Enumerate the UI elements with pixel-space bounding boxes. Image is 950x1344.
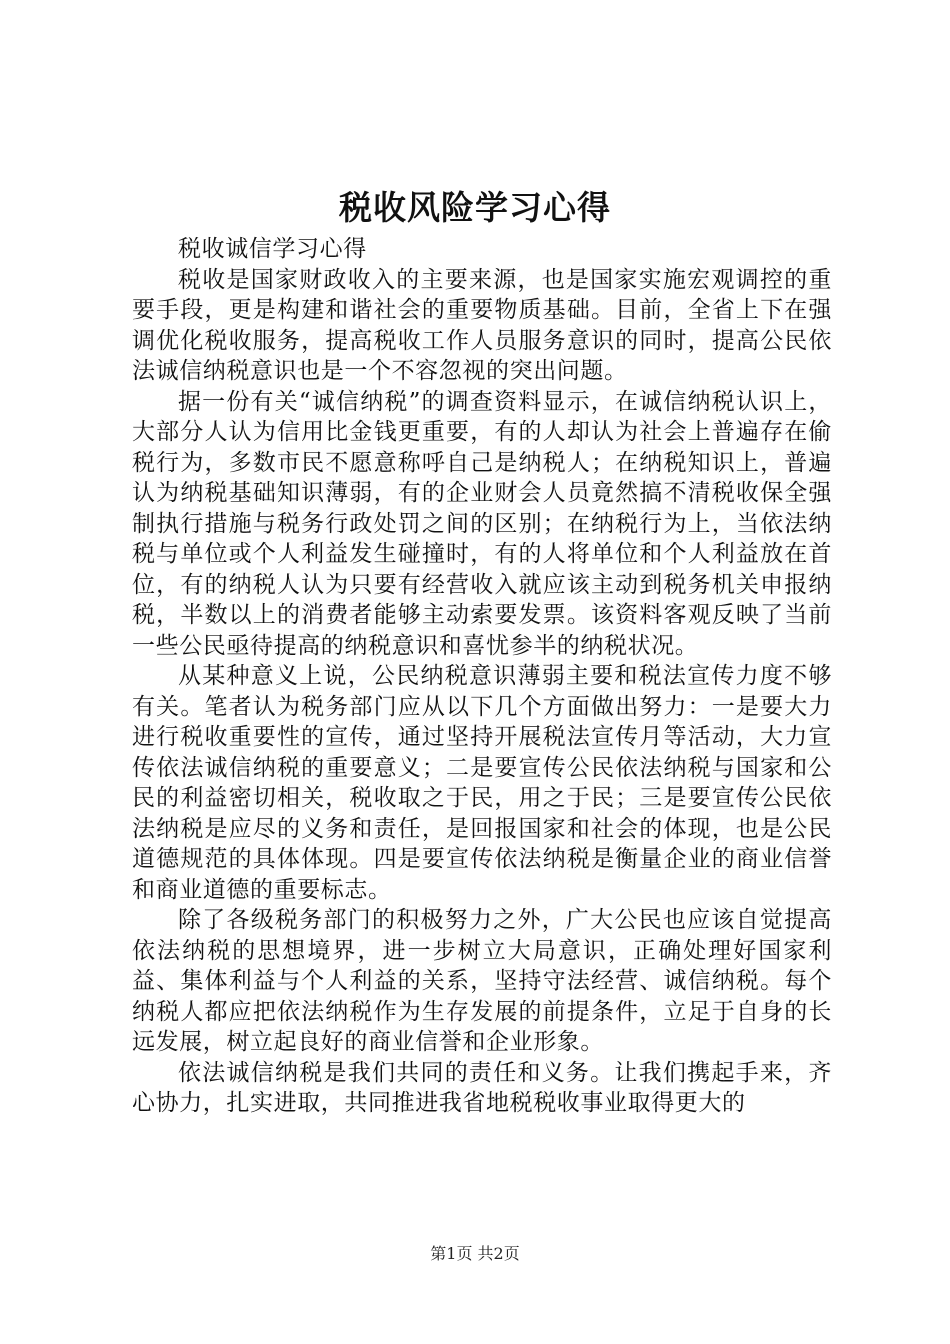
paragraph-1: 税收是国家财政收入的主要来源，也是国家实施宏观调控的重要手段，更是构建和谐社会的重要物质基础。目前，全省上下在强调优化税收服务，提高税收工作人员服务意识的同时，提高公民依法诚信纳税意识也是一个不容忽视的突出问题。 [132,266,832,384]
paragraph-subtitle: 税收诚信学习心得 [178,236,367,262]
paragraph-2: 据一份有关“诚信纳税”的调查资料显示，在诚信纳税认识上，大部分人认为信用比金钱更重要，有的人却认为社会上普遍存在偷税行为，多数市民不愿意称呼自己是纳税人；在纳税知识上，普遍认为纳税基础知识薄弱，有的企业财会人员竟然搞不清税收保全强制执行措施与税务行政处罚之间的区别；在纳税行为上，当依法纳税与单位或个人利益发生碰撞时，有的人将单位和个人利益放在首位，有的纳税人认为只要有经营收入就应该主动到税务机关申报纳税，半数以上的消费者能够主动索要发票。该资料客观反映了当前一些公民亟待提高的纳税意识和喜忧参半的纳税状况。 [132,388,832,659]
document-title: 税收风险学习心得 [339,188,611,227]
paragraph-5: 依法诚信纳税是我们共同的责任和义务。让我们携起手来，齐心协力，扎实进取，共同推进我省地税税收事业取得更大的 [132,1059,832,1116]
document-body [132,234,832,1119]
paragraph-4: 除了各级税务部门的积极努力之外，广大公民也应该自觉提高依法纳税的思想境界，进一步树立大局意识，正确处理好国家利益、集体利益与个人利益的关系，坚持守法经营、诚信纳税。每个纳税人都应把依法纳税作为生存发展的前提条件，立足于自身的长远发展，树立起良好的商业信誉和企业形象。 [132,907,832,1055]
paragraph-3: 从某种意义上说，公民纳税意识薄弱主要和税法宣传力度不够有关。笔者认为税务部门应从以下几个方面做出努力：一是要大力进行税收重要性的宣传，通过坚持开展税法宣传月等活动，大力宣传依法诚信纳税的重要意义；二是要宣传公民依法纳税与国家和公民的利益密切相关，税收取之于民，用之于民；三是要宣传公民依法纳税是应尽的义务和责任，是回报国家和社会的体现，也是公民道德规范的具体体现。四是要宣传依法纳税是衡量企业的商业信誉和商业道德的重要标志。 [132,663,832,903]
page-footer: 第1页 共2页 [430,1244,520,1263]
